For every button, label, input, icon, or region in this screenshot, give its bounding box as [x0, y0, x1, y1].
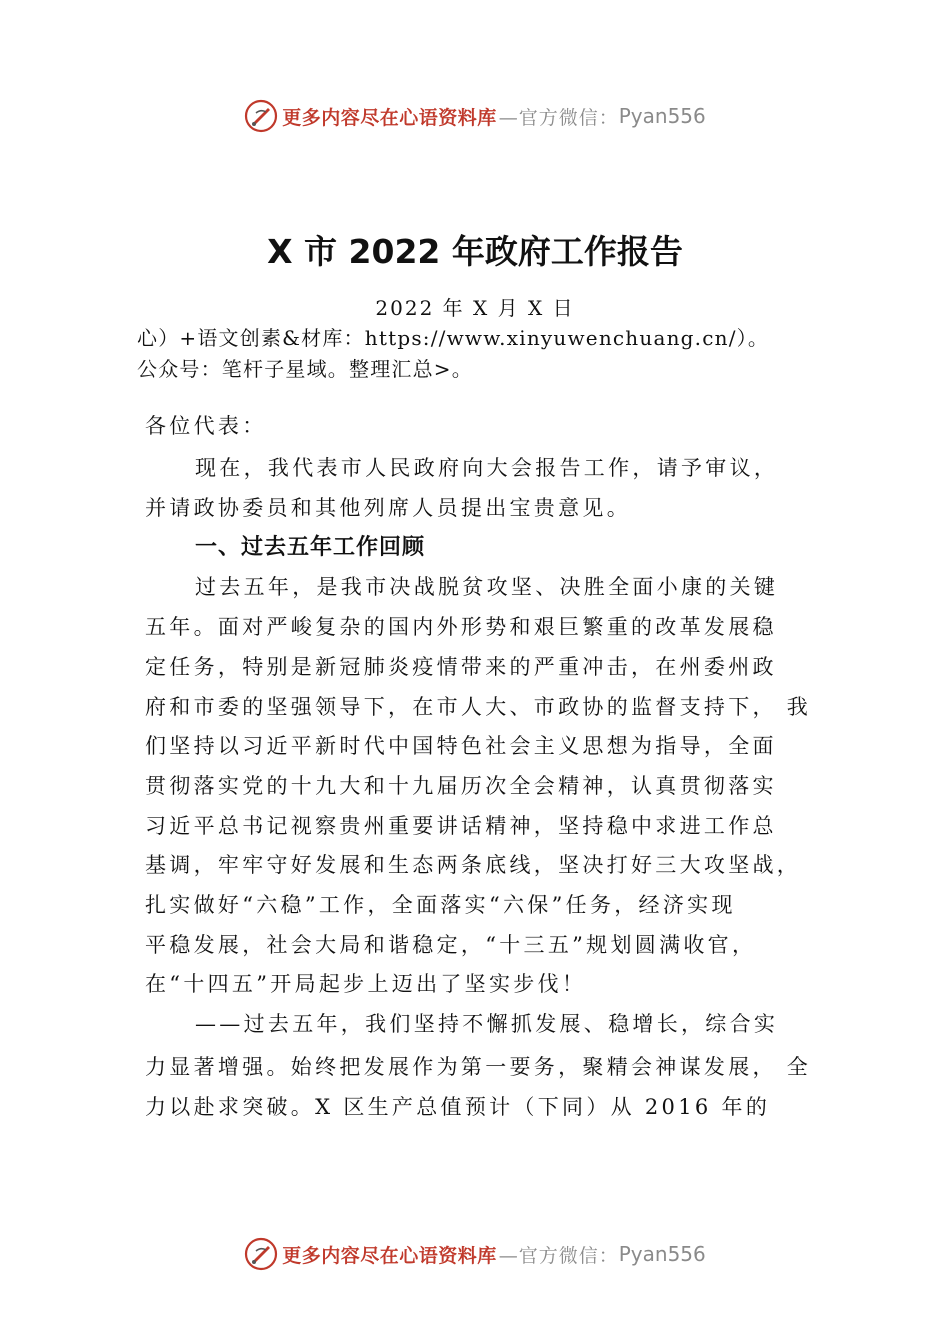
body-line: 习近平总书记视察贵州重要讲话精神，坚持稳中求进工作总	[145, 814, 777, 838]
watermark-wechat-label: —官方微信：	[498, 106, 619, 129]
body-line: 府和市委的坚强领导下，在市人大、市政协的监督支持下， 我	[145, 695, 812, 719]
intro-line: 并请政协委员和其他列席人员提出宝贵意见。	[145, 496, 631, 520]
body-line: 平稳发展，社会大局和谐稳定，“十三五”规划圆满收官，	[145, 933, 757, 957]
body-line: 五年。面对严峻复杂的国内外形势和艰巨繁重的改革发展稳	[145, 615, 777, 639]
body-line: 力显著增强。始终把发展作为第一要务，聚精会神谋发展， 全	[145, 1055, 812, 1079]
watermark-wechat-id: Pyan556	[618, 1242, 706, 1266]
quill-logo-icon	[244, 1237, 278, 1271]
document-title: X 市 2022 年政府工作报告	[267, 232, 683, 271]
document-date: 2022 年 X 月 X 日	[375, 296, 575, 320]
body-line: 过去五年，是我市决战脱贫攻坚、决胜全面小康的关键	[195, 575, 779, 599]
body-line: 定任务，特别是新冠肺炎疫情带来的严重冲击，在州委州政	[145, 655, 777, 679]
watermark-text: 更多内容尽在心语资料库	[282, 1244, 497, 1267]
body-line: 基调，牢牢守好发展和生态两条底线，坚决打好三大攻坚战，	[145, 853, 802, 877]
quill-logo-icon	[244, 99, 278, 133]
meta-line: 心）+语文创素&材库：https://www.xinyuwenchuang.cn/）。	[137, 326, 770, 350]
salutation: 各位代表：	[145, 414, 267, 438]
meta-line: 公众号：笔杆子星域。整理汇总>。	[137, 357, 473, 381]
watermark-wechat-label: —官方微信：	[498, 1244, 619, 1267]
watermark-banner-top	[0, 96, 950, 136]
watermark-wechat-id: Pyan556	[618, 104, 706, 128]
body-line: 贯彻落实党的十九大和十九届历次全会精神，认真贯彻落实	[145, 774, 777, 798]
watermark-banner-bottom	[0, 1234, 950, 1274]
body-line: 力以赴求突破。X 区生产总值预计（下同）从 2016 年的	[145, 1095, 771, 1119]
body-line: ——过去五年，我们坚持不懈抓发展、稳增长，综合实	[195, 1012, 779, 1036]
intro-line: 现在，我代表市人民政府向大会报告工作，请予审议，	[195, 456, 779, 480]
body-line: 在“十四五”开局起步上迈出了坚实步伐！	[145, 972, 587, 996]
body-line: 扎实做好“六稳”工作，全面落实“六保”任务，经济实现	[145, 893, 736, 917]
watermark-text: 更多内容尽在心语资料库	[282, 106, 497, 129]
section-heading: 一、过去五年工作回顾	[195, 535, 426, 560]
body-line: 们坚持以习近平新时代中国特色社会主义思想为指导，全面	[145, 734, 777, 758]
